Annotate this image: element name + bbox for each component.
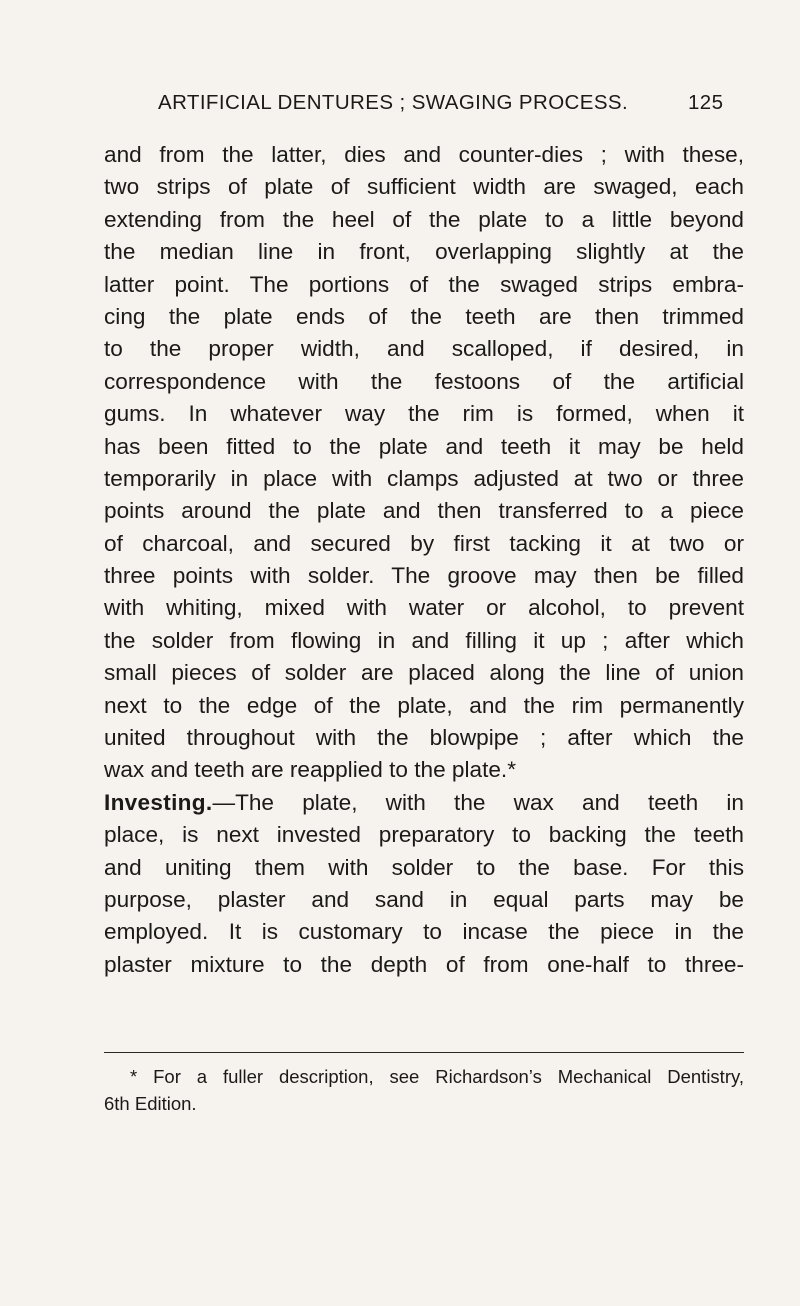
page-number: 125 <box>688 91 724 114</box>
text-line: two strips of plate of sufficient width are swaged, each <box>104 174 744 200</box>
footnote-line: 6th Edition. <box>104 1093 197 1114</box>
text-line: gums. In whatever way the rim is formed, when it <box>104 401 744 427</box>
text-line: three points with solder. The groove may then be filled <box>104 563 744 589</box>
text-line: employed. It is customary to incase the piece in the <box>104 919 744 945</box>
footnote-line: * For a fuller description, see Richardson’s Mechanical Dentistry, <box>130 1066 744 1087</box>
text-line: points around the plate and then transferred to a piece <box>104 498 744 524</box>
text-line: wax and teeth are reapplied to the plate.* <box>104 757 516 783</box>
text-line: extending from the heel of the plate to a little beyond <box>104 206 744 232</box>
body-text <box>104 139 744 981</box>
text-line: plaster mixture to the depth of from one-half to three- <box>104 951 744 977</box>
text-line: next to the edge of the plate, and the rim permanently <box>104 692 744 718</box>
text-line: latter point. The portions of the swaged strips embra- <box>104 271 744 297</box>
text-line: cing the plate ends of the teeth are then trimmed <box>104 303 744 329</box>
text-line: the median line in front, overlapping slightly at the <box>104 239 744 265</box>
text-line: place, is next invested preparatory to backing the teeth <box>104 822 744 848</box>
text-line: has been fitted to the plate and teeth it may be held <box>104 433 744 459</box>
text-line: with whiting, mixed with water or alcohol, to prevent <box>104 595 744 621</box>
footnote-divider <box>104 1052 744 1053</box>
text-line: temporarily in place with clamps adjusted at two or three <box>104 465 744 491</box>
text-line: of charcoal, and secured by first tacking it at two or <box>104 530 744 556</box>
running-head-title: ARTIFICIAL DENTURES ; SWAGING PROCESS. <box>158 91 629 114</box>
text-line: to the proper width, and scalloped, if desired, in <box>104 336 744 362</box>
text-line: purpose, plaster and sand in equal parts may be <box>104 886 744 912</box>
text-line: and from the latter, dies and counter-dies ; with these, <box>104 142 744 167</box>
text-line: and uniting them with solder to the base. For this <box>104 854 744 880</box>
text-line: the solder from flowing in and filling it up ; after which <box>104 627 744 653</box>
footnote <box>104 1063 744 1117</box>
text-line: correspondence with the festoons of the artificial <box>104 368 744 394</box>
section-heading: Investing. <box>104 789 213 815</box>
section-first-line-text: —The plate, with the wax and teeth in <box>212 789 744 815</box>
text-line: united throughout with the blowpipe ; after which the <box>104 725 744 751</box>
text-line: small pieces of solder are placed along the line of union <box>104 660 744 686</box>
section-first-line <box>104 787 744 819</box>
